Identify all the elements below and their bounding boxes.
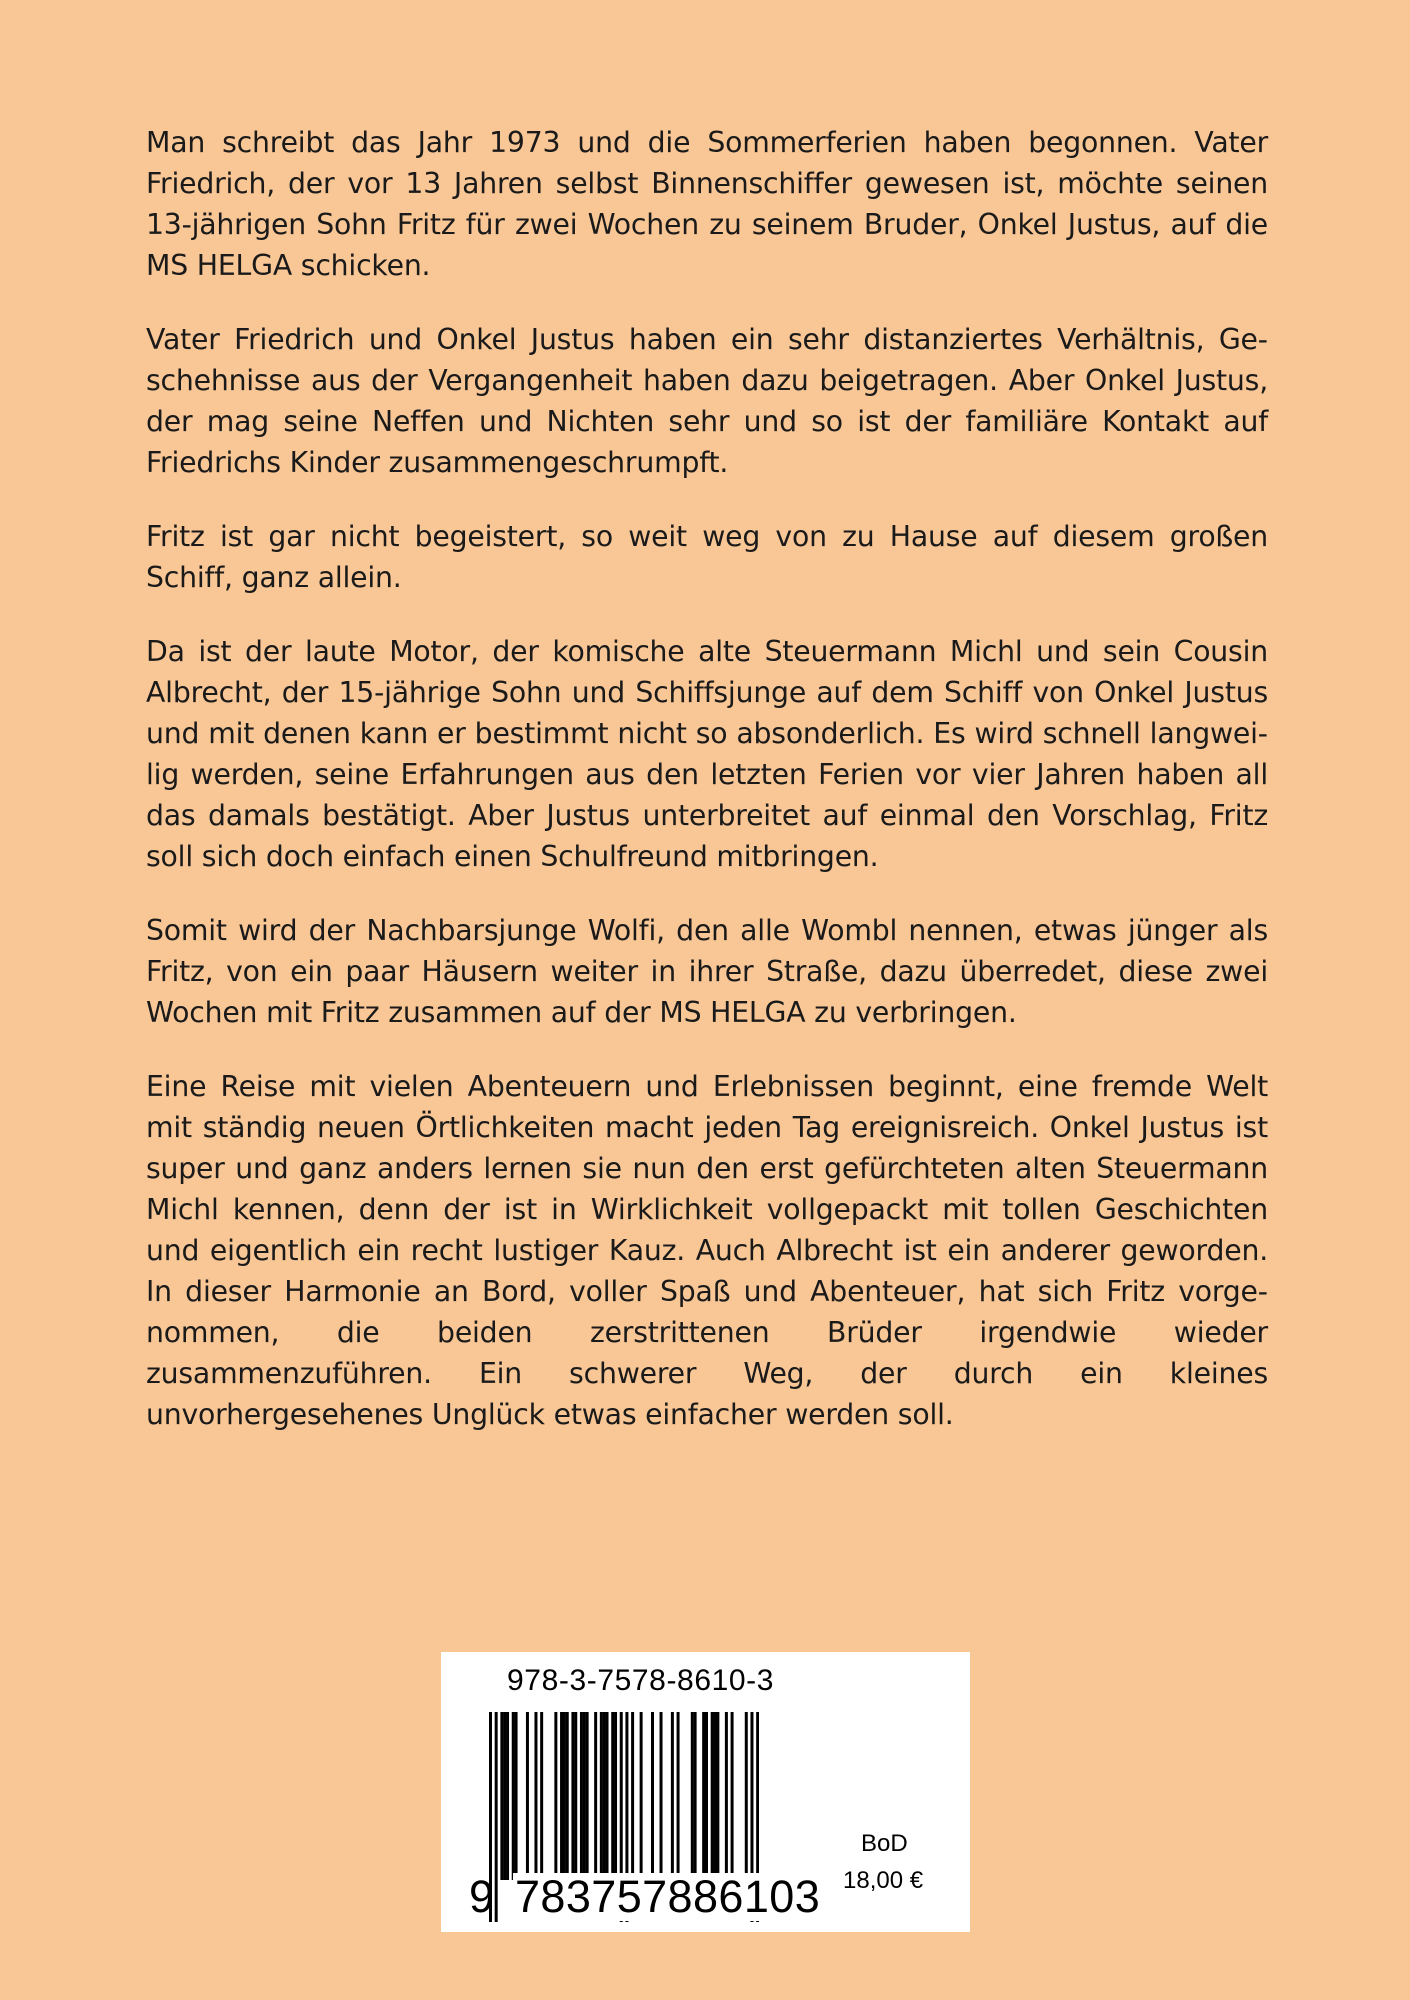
isbn-number: 978-3-7578-8610-3 xyxy=(507,1664,775,1697)
barcode-bar xyxy=(515,1712,518,1880)
barcode-bar xyxy=(495,1712,498,1922)
barcode-bar xyxy=(614,1712,617,1880)
publisher-name: BoD xyxy=(861,1830,908,1857)
barcode-bar xyxy=(606,1712,609,1880)
barcode-bar xyxy=(506,1712,509,1880)
barcode-bar xyxy=(554,1712,557,1880)
barcode-bar xyxy=(671,1712,674,1880)
blurb-paragraph-5: Somit wird der Nachbarsjunge Wolfi, den alle Wombl nennen, etwas jünger als Fritz, von ein paar Häusern weiter in ihrer Straße, dazu überredet, diese zwei Wochen mit Fritz zusammen auf der MS HELGA zu verbringen. xyxy=(146,914,1268,1029)
barcode-bar xyxy=(714,1712,717,1880)
book-price: 18,00 € xyxy=(843,1867,924,1894)
barcode-bar xyxy=(694,1712,697,1880)
barcode-bar xyxy=(677,1712,680,1880)
blurb-paragraph-2: Vater Friedrich und Onkel Justus haben ein sehr distanziertes Verhältnis, Geschehnisse aus der Vergangenheit haben dazu beigetragen. Aber Onkel Justus, der mag seine Neffen und Nichten sehr und so ist der familiäre Kontakt auf Friedrichs Kinder zusammengeschrumpft. xyxy=(146,323,1268,479)
barcode-bar xyxy=(600,1712,603,1880)
barcode-bar xyxy=(534,1712,537,1880)
blurb-paragraph-1: Man schreibt das Jahr 1973 und die Sommerferien haben begonnen. Vater Friedrich, der vor 13 Jahren selbst Binnenschiffer gewesen ist, möchte seinen 13-jährigen Sohn Fritz für zwei Wochen zu seinem Bruder, Onkel Justus, auf die MS HELGA schicken. xyxy=(146,126,1268,282)
ean-digits-rest: 783757886103 xyxy=(515,1871,821,1922)
barcode-bar xyxy=(566,1712,569,1880)
barcode-bar xyxy=(640,1712,643,1880)
barcode-bar xyxy=(574,1712,577,1880)
barcode-bar xyxy=(540,1712,543,1880)
barcode-bar xyxy=(716,1712,719,1880)
barcode-bar xyxy=(651,1712,654,1880)
barcode-bar xyxy=(705,1712,708,1880)
barcode-bar xyxy=(691,1712,694,1880)
barcode-bar xyxy=(580,1712,583,1880)
barcode-bar xyxy=(631,1712,634,1880)
blurb-paragraph-3: Fritz ist gar nicht begeistert, so weit weg von zu Hause auf diesem großen Schiff, ganz allein. xyxy=(146,520,1268,594)
barcode-bar xyxy=(586,1712,589,1880)
barcode-bar xyxy=(583,1712,586,1880)
barcode-bar xyxy=(571,1712,574,1880)
barcode-bar xyxy=(611,1712,614,1880)
barcode-bar xyxy=(563,1712,566,1880)
barcode-bar xyxy=(500,1712,503,1880)
ean-first-digit: 9 xyxy=(469,1871,495,1922)
blurb-paragraph-4: Da ist der laute Motor, der komische alte Steuermann Michl und sein Cousin Albrecht, der 15-jährige Sohn und Schiffsjunge auf dem Schiff von Onkel Justus und mit denen kann er bestimmt nicht so absonderlich. Es wird schnell langweilig werden, seine Erfahrungen aus den letzten Ferien vor vier Jahren haben all das damals bestätigt. Aber Justus unterbreitet auf einmal den Vorschlag, Fritz soll sich doch einfach einen Schulfreund mitbringen. xyxy=(146,635,1268,873)
barcode-bar xyxy=(526,1712,529,1880)
barcode-bar xyxy=(594,1712,597,1880)
barcode-bar xyxy=(512,1712,515,1880)
barcode-bar xyxy=(745,1712,748,1880)
barcode-bar xyxy=(702,1712,705,1880)
barcode-bar xyxy=(503,1712,506,1880)
barcode-bar xyxy=(711,1712,714,1880)
back-cover-blurb xyxy=(146,122,1268,1468)
barcode-bar xyxy=(731,1712,734,1880)
barcode-bar xyxy=(560,1712,563,1880)
blurb-paragraph-6: Eine Reise mit vielen Abenteuern und Erlebnissen beginnt, eine fremde Welt mit ständig neuen Örtlichkeiten macht jeden Tag ereignisreich. Onkel Justus ist super und ganz anders lernen sie nun den erst gefürchteten alten Steuermann Michl kennen, denn der ist in Wirklichkeit vollgepackt mit tollen Geschichten und eigentlich ein recht lustiger Kauz. Auch Albrecht ist ein anderer geworden. In dieser Harmonie an Bord, voller Spaß und Abenteuer, hat sich Fritz vorgenommen, die beiden zerstrittenen Brüder irgendwie wieder zusammenzuführen. Ein schwerer Weg, der durch ein kleines unvorhergesehenes Unglück etwas einfacher werden soll. xyxy=(146,1070,1268,1431)
barcode-bar xyxy=(603,1712,606,1880)
barcode-bar xyxy=(660,1712,663,1880)
barcode-label xyxy=(441,1652,970,1932)
barcode-bar xyxy=(725,1712,728,1880)
